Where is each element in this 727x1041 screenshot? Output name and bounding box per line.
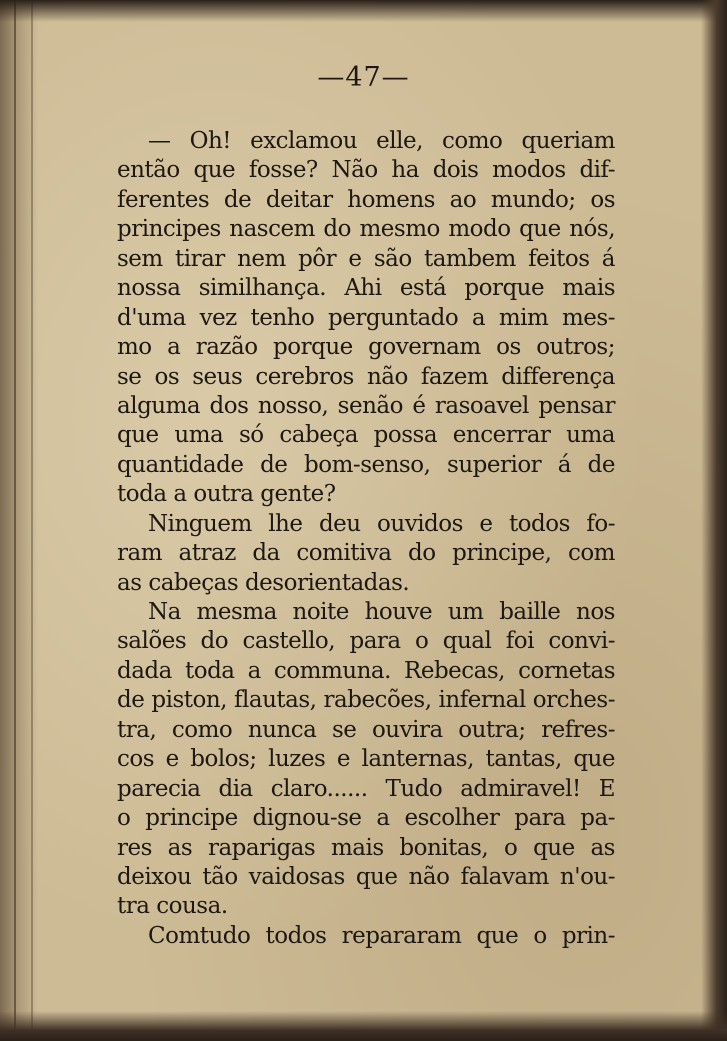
text-line: então que fosse? Não ha dois modos dif-: [117, 157, 615, 184]
text-line: o principe dignou-se a escolher para pa-: [117, 805, 615, 832]
text-line: nossa similhança. Ahi está porque mais: [117, 275, 615, 302]
text-line: as cabeças desorientadas.: [117, 569, 410, 596]
text-line: sem tirar nem pôr e são tambem feitos á: [117, 245, 615, 272]
text-line: toda a outra gente?: [117, 481, 336, 508]
text-line: tra cousa.: [117, 893, 228, 920]
text-line: parecia dia claro...... Tudo admiravel! E: [117, 775, 615, 802]
text-line: que uma só cabeça possa encerrar uma: [117, 422, 615, 449]
text-line: dada toda a communa. Rebecas, cornetas: [117, 657, 615, 684]
binding-line: [31, 0, 33, 1041]
text-line: se os seus cerebros não fazem differença: [117, 363, 615, 390]
page-bottom-edge-shadow: [0, 1011, 727, 1041]
text-line: Ninguem lhe deu ouvidos e todos fo-: [148, 510, 615, 537]
text-line: Na mesma noite houve um baille nos: [148, 599, 615, 625]
binding-line: [14, 0, 16, 1041]
text-line: d'uma vez tenho perguntado a mim mes-: [117, 304, 615, 331]
body-text: [117, 127, 615, 951]
text-line: de piston, flautas, rabecões, infernal orches-: [117, 687, 615, 714]
page-right-edge-shadow: [701, 0, 727, 1041]
text-line: alguma dos nosso, senão é rasoavel pensar: [117, 392, 615, 419]
page-top-edge-shadow: [0, 0, 727, 22]
text-line: Comtudo todos repararam que o prin-: [148, 922, 615, 949]
page-number: —47—: [317, 62, 410, 93]
text-line: ram atraz da comitiva do principe, com: [117, 540, 615, 567]
text-line: res as raparigas mais bonitas, o que as: [117, 834, 615, 861]
text-line: tra, como nunca se ouvira outra; refres-: [117, 716, 615, 743]
text-line: deixou tão vaidosas que não falavam n'ou-: [117, 863, 615, 890]
text-line: cos e bolos; luzes e lanternas, tantas, que: [117, 746, 615, 773]
text-line: — Oh! exclamou elle, como queriam: [148, 128, 615, 154]
text-line: quantidade de bom-senso, superior á de: [117, 451, 615, 478]
text-line: salões do castello, para o qual foi convi-: [117, 628, 615, 655]
text-line: mo a razão porque governam os outros;: [117, 334, 615, 361]
text-line: ferentes de deitar homens ao mundo; os: [117, 186, 615, 213]
text-line: principes nascem do mesmo modo que nós,: [117, 216, 615, 243]
